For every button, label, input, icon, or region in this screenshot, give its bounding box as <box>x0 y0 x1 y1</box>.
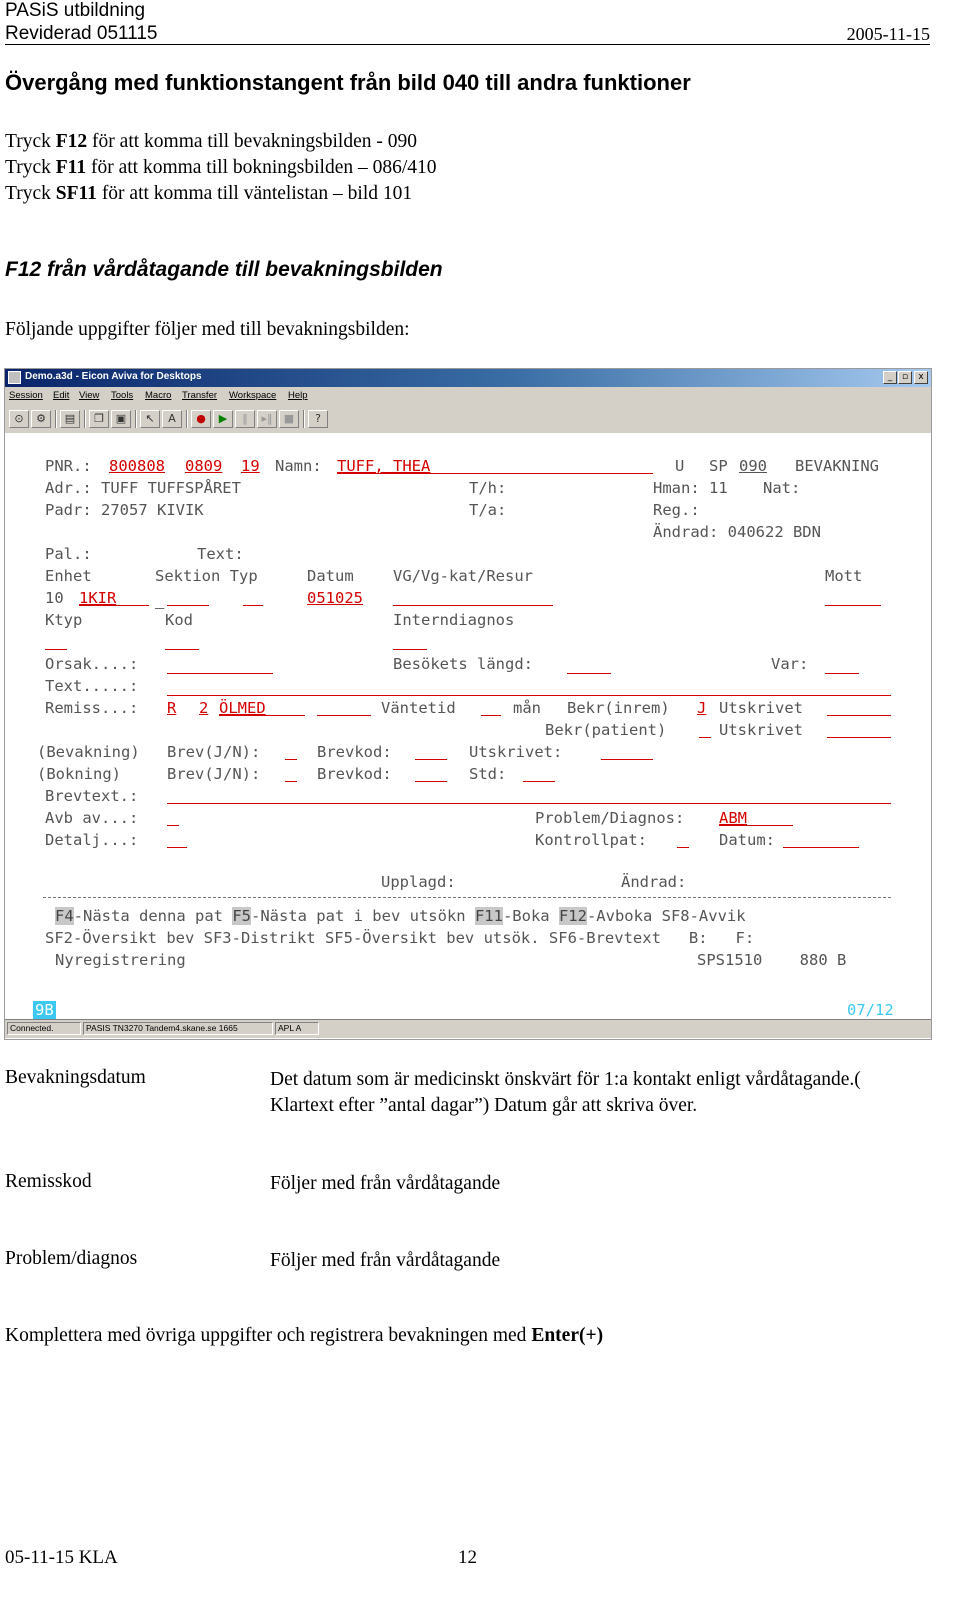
separator-line <box>43 897 891 898</box>
stop-icon[interactable]: ■ <box>279 410 299 428</box>
vg-field[interactable] <box>393 605 553 606</box>
toolbar-separator <box>84 410 86 428</box>
var-field[interactable] <box>825 673 859 674</box>
app-icon <box>8 371 21 384</box>
utskrivet-label-2: Utskrivet <box>719 721 803 739</box>
toolbar-separator <box>303 410 305 428</box>
print-icon[interactable]: ▤ <box>60 410 80 428</box>
header-org: PASiS utbildning <box>5 0 146 21</box>
hman-text: Hman: 11 <box>653 479 728 497</box>
oia-session: 9B <box>35 1001 54 1019</box>
menu-session[interactable]: Session <box>9 390 43 401</box>
copy-icon[interactable]: ❐ <box>89 410 109 428</box>
brevtext-label: Brevtext.: <box>45 787 139 805</box>
instruction-sf11: Tryck SF11 för att komma till väntelistan – bild 101 <box>5 183 413 204</box>
datum-label-2: Datum: <box>719 831 775 849</box>
detalj-label: Detalj...: <box>45 831 139 849</box>
menu-tools[interactable]: Tools <box>111 390 134 401</box>
brev-field-2[interactable] <box>285 781 297 782</box>
brev-label-1: Brev(J/N): <box>167 743 261 761</box>
emulator-window <box>4 368 932 1040</box>
status-bar <box>5 1019 931 1038</box>
namn-label: Namn: <box>275 457 322 475</box>
std-label: Std: <box>469 765 507 783</box>
interndiagnos-label: Interndiagnos <box>393 611 515 629</box>
bokning-label: (Bokning) <box>37 765 121 783</box>
utskrivet-field-3[interactable] <box>601 759 653 760</box>
remiss-r-field[interactable]: R <box>167 699 177 717</box>
header-rule <box>5 44 930 45</box>
bekr-patient-field[interactable] <box>699 737 711 738</box>
fkey-row-1: F4-Nästa denna pat F5-Nästa pat i bev utsökn F11-Boka F12-Avboka SF8-Avvik <box>55 907 746 925</box>
nat-label: Nat: <box>763 479 801 497</box>
terminal-screen <box>5 433 931 1013</box>
pause-icon[interactable]: ‖ <box>235 410 255 428</box>
typ-field[interactable] <box>243 605 263 606</box>
paste-icon[interactable]: ▣ <box>111 410 131 428</box>
brevkod-label-1: Brevkod: <box>317 743 392 761</box>
ktyp-field[interactable] <box>45 649 67 650</box>
pnr-field-3[interactable]: 19 <box>241 457 260 475</box>
status-host: PASIS TN3270 Tandem4.skane.se 1665 <box>83 1022 273 1035</box>
screen-title: BEVAKNING <box>795 457 879 475</box>
intro-text: Följande uppgifter följer med till bevakningsbilden: <box>5 319 410 340</box>
andrad-label-2: Ändrad: <box>621 873 687 891</box>
menu-edit[interactable]: Edit <box>53 390 70 401</box>
help-icon[interactable]: ? <box>308 410 328 428</box>
desc-remisskod: Följer med från vårdåtagande <box>270 1173 501 1194</box>
detalj-field[interactable] <box>167 847 187 848</box>
besokets-label: Besökets längd: <box>393 655 533 673</box>
var-label: Var: <box>771 655 809 673</box>
remiss-label: Remiss...: <box>45 699 139 717</box>
utskrivet-field-2[interactable] <box>827 737 891 738</box>
brev-label-2: Brev(J/N): <box>167 765 261 783</box>
menu-macro[interactable]: Macro <box>145 390 172 401</box>
toolbar <box>5 405 931 434</box>
toolbar-separator <box>55 410 57 428</box>
text-row-label: Text.....: <box>45 677 139 695</box>
utskrivet-field-1[interactable] <box>827 715 891 716</box>
play-icon[interactable]: ▶ <box>213 410 233 428</box>
th-label: T/h: <box>469 479 507 497</box>
desc-problem-diagnos: Följer med från vårdåtagande <box>270 1250 501 1271</box>
pointer-icon[interactable]: ↖ <box>140 410 160 428</box>
menu-workspace[interactable]: Workspace <box>229 390 277 401</box>
upplagd-label: Upplagd: <box>381 873 456 891</box>
pnr-label: PNR.: <box>45 457 92 475</box>
vantetid-label: Väntetid <box>381 699 456 717</box>
sektion-typ-label: Sektion Typ <box>155 567 258 585</box>
f11-key[interactable]: F11 <box>474 907 503 925</box>
f5-key[interactable]: F5 <box>232 907 251 925</box>
header-revision: Reviderad 051115 <box>5 23 158 44</box>
mott-label: Mott <box>825 567 863 585</box>
kontrollpat-field[interactable] <box>677 847 689 848</box>
cursor: _ <box>155 591 165 609</box>
menu-help[interactable]: Help <box>288 390 308 401</box>
u-indicator: U <box>675 457 685 475</box>
instruction-f12: Tryck F12 för att komma till bevakningsbilden - 090 <box>5 131 417 152</box>
brevtext-field[interactable] <box>167 803 891 804</box>
andrad-text: Ändrad: 040622 BDN <box>653 523 821 541</box>
brevkod-field-2[interactable] <box>415 781 447 782</box>
bekr-patient-label: Bekr(patient) <box>545 721 667 739</box>
orsak-field[interactable] <box>167 673 273 674</box>
mott-field[interactable] <box>825 605 881 606</box>
ktyp-label: Ktyp <box>45 611 83 629</box>
datum-field-2[interactable] <box>783 847 859 848</box>
term-problem-diagnos: Problem/diagnos <box>5 1248 138 1269</box>
restore-button[interactable]: ▫ <box>898 371 912 384</box>
close-button[interactable]: x <box>914 371 928 384</box>
kontrollpat-label: Kontrollpat: <box>535 831 647 849</box>
problem-field[interactable]: ABM <box>719 809 747 827</box>
namn-underline <box>337 473 653 474</box>
enhet-label: Enhet <box>45 567 92 585</box>
brevkod-label-2: Brevkod: <box>317 765 392 783</box>
besokets-field[interactable] <box>567 673 611 674</box>
utskrivet-label-3: Utskrivet: <box>469 743 563 761</box>
namn-field[interactable]: TUFF, THEA <box>337 457 431 475</box>
problem-label: Problem/Diagnos: <box>535 809 685 827</box>
vg-label: VG/Vg-kat/Resur <box>393 567 533 585</box>
reg-label: Reg.: <box>653 501 700 519</box>
section-heading: F12 från vårdåtagande till bevakningsbilden <box>5 258 443 281</box>
bevakning-label: (Bevakning) <box>37 743 140 761</box>
orsak-label: Orsak....: <box>45 655 139 673</box>
step-icon[interactable]: ▸‖ <box>257 410 277 428</box>
padr-text: Padr: 27057 KIVIK <box>45 501 204 519</box>
final-instruction: Komplettera med övriga uppgifter och registrera bevakningen med Enter(+) <box>5 1325 604 1346</box>
vantetid-field[interactable] <box>481 715 501 716</box>
ta-label: T/a: <box>469 501 507 519</box>
menu-transfer[interactable]: Transfer <box>182 390 218 401</box>
f4-key[interactable]: F4 <box>55 907 74 925</box>
footer-left: 05-11-15 KLA <box>5 1547 118 1568</box>
record-icon[interactable]: ● <box>191 410 211 428</box>
minimize-button[interactable]: _ <box>883 371 897 384</box>
emulator-titlebar <box>5 369 931 387</box>
interndiagnos-field[interactable] <box>393 649 427 650</box>
bekr-inrem-label: Bekr(inrem) <box>567 699 670 717</box>
avb-label: Avb av...: <box>45 809 139 827</box>
desc-bevakningsdatum: Det datum som är medicinskt önskvärt för 1:a kontakt enligt vårdåtagande.( Klartext efter ”antal dagar”) Datum går att skriva över. <box>270 1069 861 1116</box>
page-title: Övergång med funktionstangent från bild 040 till andra funktioner <box>5 70 691 95</box>
oia-cursor-position: 07/12 <box>847 1001 894 1019</box>
remiss-extra-field[interactable] <box>317 715 371 716</box>
nyregistrering-text: Nyregistrering <box>55 951 186 969</box>
sp-label: SP <box>709 457 728 475</box>
instruction-f11: Tryck F11 för att komma till bokningsbilden – 086/410 <box>5 157 437 178</box>
text-row-field[interactable] <box>167 695 891 696</box>
pal-label: Pal.: <box>45 545 92 563</box>
enhet-field[interactable]: 1KIR <box>79 589 117 607</box>
avb-field[interactable] <box>167 825 179 826</box>
std-field[interactable] <box>523 781 555 782</box>
connect-icon[interactable]: ⊙ <box>9 410 29 428</box>
kod-field[interactable] <box>165 649 199 650</box>
kod-label: Kod <box>165 611 193 629</box>
disconnect-icon[interactable]: ⚙ <box>31 410 51 428</box>
toolbar-separator <box>135 410 137 428</box>
remiss-2-field[interactable]: 2 <box>199 699 209 717</box>
pnr-field-2[interactable]: 0809 <box>185 457 223 475</box>
font-icon[interactable]: A <box>162 410 182 428</box>
sp-field[interactable]: 090 <box>739 457 767 475</box>
menu-view[interactable]: View <box>79 390 100 401</box>
sektion-field[interactable] <box>167 605 209 606</box>
header-date: 2005-11-15 <box>846 24 930 44</box>
status-connection: Connected. <box>7 1022 81 1035</box>
brev-field-1[interactable] <box>285 759 297 760</box>
enhet-number: 10 <box>45 589 64 607</box>
man-label: mån <box>513 699 541 717</box>
bekr-inrem-field[interactable]: J <box>697 699 707 717</box>
utskrivet-label-1: Utskrivet <box>719 699 803 717</box>
pnr-field-1[interactable]: 800808 <box>109 457 165 475</box>
problem-underline <box>719 825 793 826</box>
page-number: 12 <box>458 1547 477 1568</box>
text-label: Text: <box>197 545 244 563</box>
remiss-olmed-field[interactable]: ÖLMED <box>219 699 266 717</box>
enhet-underline <box>79 605 149 606</box>
datum-label: Datum <box>307 567 354 585</box>
olmed-underline <box>219 715 305 716</box>
brevkod-field-1[interactable] <box>415 759 447 760</box>
term-remisskod: Remisskod <box>5 1171 92 1192</box>
fkey-row-2: SF2-Översikt bev SF3-Distrikt SF5-Översikt bev utsök. SF6-Brevtext B: F: <box>45 929 755 947</box>
menu-bar <box>5 387 931 405</box>
datum-field[interactable]: 051025 <box>307 589 363 607</box>
term-bevakningsdatum: Bevakningsdatum <box>5 1067 146 1088</box>
window-title: Demo.a3d - Eicon Aviva for Desktops <box>25 371 202 382</box>
adr-text: Adr.: TUFF TUFFSPÅRET <box>45 479 241 497</box>
status-apl: APL A <box>275 1022 319 1035</box>
f12-key[interactable]: F12 <box>558 907 587 925</box>
toolbar-separator <box>186 410 188 428</box>
program-id: SPS1510 880 B <box>697 951 847 969</box>
